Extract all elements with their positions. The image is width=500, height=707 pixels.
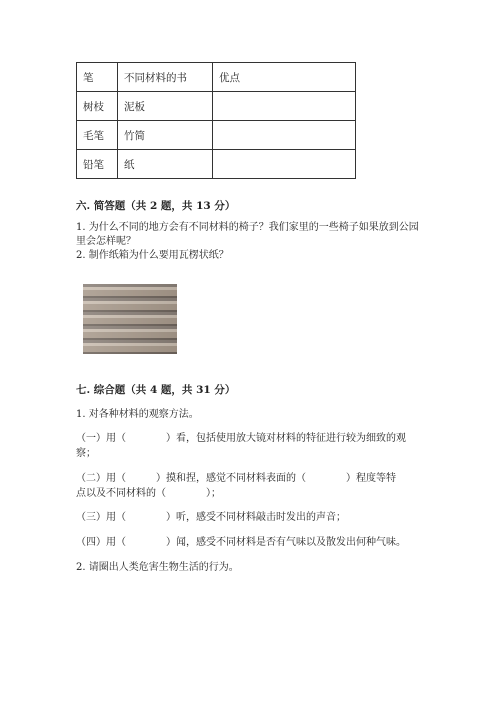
table-row bbox=[77, 63, 356, 92]
table-cell: 铅笔 bbox=[77, 150, 118, 179]
item-3: （三）用（ ）听，感受不同材料敲击时发出的声音； bbox=[76, 512, 346, 523]
section-6-title: 六. 简答题（共 2 题，共 13 分） bbox=[76, 200, 236, 212]
question-7-2: 2. 请圈出人类危害生物生活的行为。 bbox=[76, 562, 239, 573]
table-row bbox=[77, 121, 356, 150]
table-cell: 笔 bbox=[77, 63, 118, 92]
section-7-title: 七. 综合题（共 4 题，共 31 分） bbox=[76, 384, 236, 396]
table-cell: 泥板 bbox=[118, 92, 213, 121]
table-row bbox=[77, 92, 356, 121]
table-cell: 毛笔 bbox=[77, 121, 118, 150]
item-2-line-1: （二）用（ ）摸和捏，感觉不同材料表面的（ ）程度等特 bbox=[76, 473, 396, 484]
table-row bbox=[77, 150, 356, 179]
table-cell bbox=[213, 150, 356, 179]
question-7-1: 1. 对各种材料的观察方法。 bbox=[76, 409, 199, 420]
table-cell: 纸 bbox=[118, 150, 213, 179]
item-1-line-1: （一）用（ ）看，包括使用放大镜对材料的特征进行较为细致的观 bbox=[76, 433, 406, 444]
question-6-2: 2. 制作纸箱为什么要用瓦楞状纸？ bbox=[76, 250, 229, 261]
item-4: （四）用（ ）闻，感受不同材料是否有气味以及散发出何种气味。 bbox=[76, 537, 406, 548]
item-1-line-2: 察； bbox=[76, 448, 96, 459]
table-cell: 优点 bbox=[213, 63, 356, 92]
question-6-1-line-1: 1. 为什么不同的地方会有不同材料的椅子？我们家里的一些椅子如果放到公园 bbox=[76, 222, 419, 233]
table-cell: 不同材料的书 bbox=[118, 63, 213, 92]
table-cell bbox=[213, 92, 356, 121]
table-cell: 树枝 bbox=[77, 92, 118, 121]
table-cell bbox=[213, 121, 356, 150]
item-2-line-2: 点以及不同材料的（ ）； bbox=[76, 488, 221, 499]
materials-table bbox=[76, 62, 356, 179]
corrugated-paper-photo bbox=[83, 284, 177, 354]
table-cell: 竹简 bbox=[118, 121, 213, 150]
question-6-1-line-2: 里会怎样呢？ bbox=[76, 236, 136, 247]
